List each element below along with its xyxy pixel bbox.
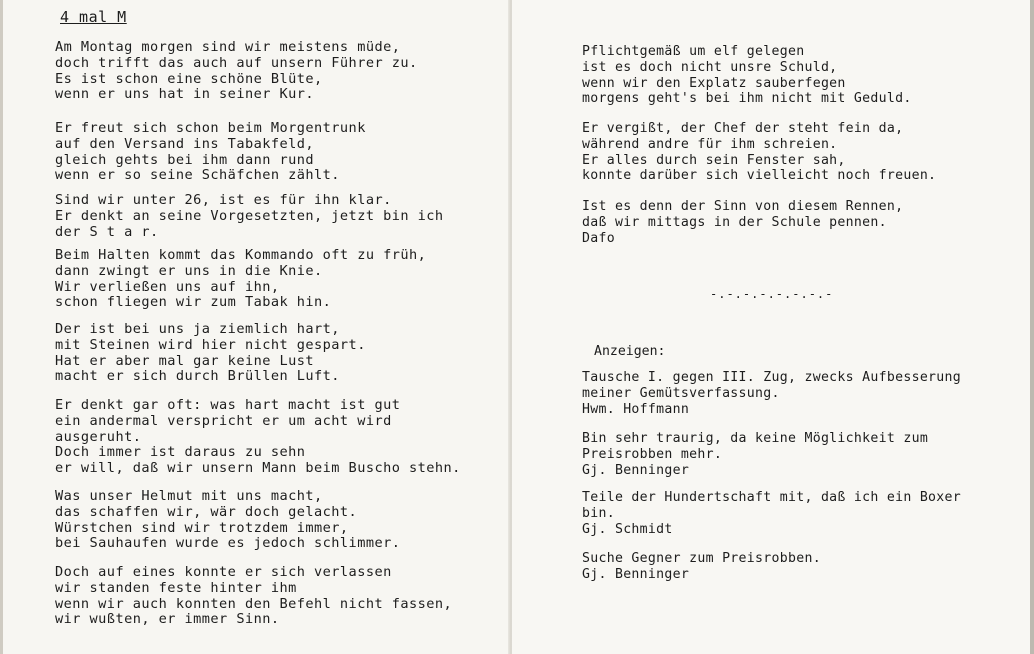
poem-line: auf den Versand ins Tabakfeld, <box>55 135 315 152</box>
poem-line: wenn wir auch konnten den Befehl nicht fassen, <box>55 595 453 612</box>
poem-line: wenn er so seine Schäfchen zählt. <box>55 167 340 184</box>
ad-line: bin. <box>582 505 615 521</box>
stanza-3 <box>55 193 444 240</box>
stanza-6 <box>55 398 461 477</box>
poem-line: ist es doch nicht unsre Schuld, <box>582 59 838 75</box>
poem-line: mit Steinen wird hier nicht gespart. <box>55 336 366 353</box>
poem-line: Sind wir unter 26, ist es für ihn klar. <box>55 192 392 208</box>
page-edge <box>0 0 3 654</box>
section-divider: -.-.-.-.-.-.-.- <box>710 287 834 301</box>
stanza-7 <box>55 489 400 552</box>
poem-line: Der ist bei uns ja ziemlich hart, <box>55 321 340 337</box>
poem-line: schon fliegen wir zum Tabak hin. <box>55 294 332 311</box>
poem-line: Was unser Helmut mit uns macht, <box>55 488 323 504</box>
poem-line: macht er sich durch Brüllen Luft. <box>55 368 340 385</box>
poem-line: daß wir mittags in der Schule pennen. <box>582 214 887 230</box>
poem-line: Er alles durch sein Fenster sah, <box>582 152 846 168</box>
poem-line: wenn wir den Explatz sauberfegen <box>582 75 846 91</box>
ad-line: Teile der Hundertschaft mit, daß ich ein Boxer <box>582 490 962 505</box>
author-signature: Dafo <box>582 230 615 246</box>
poem-line: ausgeruht. <box>55 428 142 445</box>
poem-line: er will, daß wir unsern Mann beim Buscho stehn. <box>55 460 461 477</box>
left-page <box>0 0 512 654</box>
ad-line: Tausche I. gegen III. Zug, zwecks Aufbesserung <box>582 370 962 385</box>
poem-line: wir wußten, er immer Sinn. <box>55 611 280 628</box>
stanza-1 <box>55 40 418 103</box>
poem-line: wenn er uns hat in seiner Kur. <box>55 86 315 103</box>
ad-3 <box>582 490 961 537</box>
poem-line: Er denkt gar oft: was hart macht ist gut <box>55 397 401 413</box>
poem-line: Er freut sich schon beim Morgentrunk <box>55 120 366 136</box>
poem-line: Beim Halten kommt das Kommando oft zu früh, <box>55 247 427 263</box>
poem-line: Es ist schon eine schöne Blüte, <box>55 70 323 87</box>
ad-author: Gj. Benninger <box>582 462 690 478</box>
ad-2 <box>582 431 928 478</box>
poem-line: Hat er aber mal gar keine Lust <box>55 352 315 369</box>
ads-heading: Anzeigen: <box>594 344 666 359</box>
stanza-8 <box>55 565 452 628</box>
ad-line: Suche Gegner zum Preisrobben. <box>582 551 821 566</box>
poem-line: der S t a r. <box>55 223 159 240</box>
poem-title: 4 mal M <box>60 8 127 26</box>
poem-line: Doch auf eines konnte er sich verlassen <box>55 564 392 580</box>
stanza-10 <box>582 121 936 184</box>
stanza-5 <box>55 322 366 385</box>
poem-line: dann zwingt er uns in die Knie. <box>55 262 323 279</box>
page-edge <box>1030 0 1034 654</box>
poem-line: wir standen feste hinter ihm <box>55 579 297 596</box>
poem-line: morgens geht's bei ihm nicht mit Geduld. <box>582 91 912 107</box>
ad-line: Preisrobben mehr. <box>582 446 723 462</box>
ad-author: Gj. Benninger <box>582 566 690 582</box>
poem-line: das schaffen wir, wär doch gelacht. <box>55 503 358 520</box>
ad-line: Bin sehr traurig, da keine Möglichkeit zum <box>582 431 929 446</box>
stanza-2 <box>55 121 366 184</box>
stanza-9 <box>582 44 912 107</box>
stanza-4 <box>55 248 426 311</box>
poem-line: Er denkt an seine Vorgesetzten, jetzt bin ich <box>55 207 444 224</box>
poem-line: während andre für ihm schreien. <box>582 136 838 152</box>
ad-line: meiner Gemütsverfassung. <box>582 385 780 401</box>
ad-4 <box>582 551 821 583</box>
poem-line: Wir verließen uns auf ihn, <box>55 278 280 295</box>
poem-line: bei Sauhaufen wurde es jedoch schlimmer. <box>55 535 401 552</box>
ad-author: Hwm. Hoffmann <box>582 401 690 417</box>
poem-line: doch trifft das auch auf unsern Führer zu. <box>55 54 418 71</box>
poem-line: Am Montag morgen sind wir meistens müde, <box>55 39 401 55</box>
ad-1 <box>582 370 961 417</box>
stanza-11 <box>582 199 903 246</box>
poem-line: konnte darüber sich vielleicht noch freuen. <box>582 168 937 184</box>
poem-line: Ist es denn der Sinn von diesem Rennen, <box>582 199 904 214</box>
poem-line: Er vergißt, der Chef der steht fein da, <box>582 121 904 136</box>
ad-author: Gj. Schmidt <box>582 521 673 537</box>
poem-line: Pflichtgemäß um elf gelegen <box>582 44 805 59</box>
poem-line: Doch immer ist daraus zu sehn <box>55 444 306 461</box>
poem-line: ein andermal verspricht er um acht wird <box>55 412 392 429</box>
right-page <box>512 0 1034 654</box>
poem-line: gleich gehts bei ihm dann rund <box>55 151 315 168</box>
poem-line: Würstchen sind wir trotzdem immer, <box>55 519 349 536</box>
